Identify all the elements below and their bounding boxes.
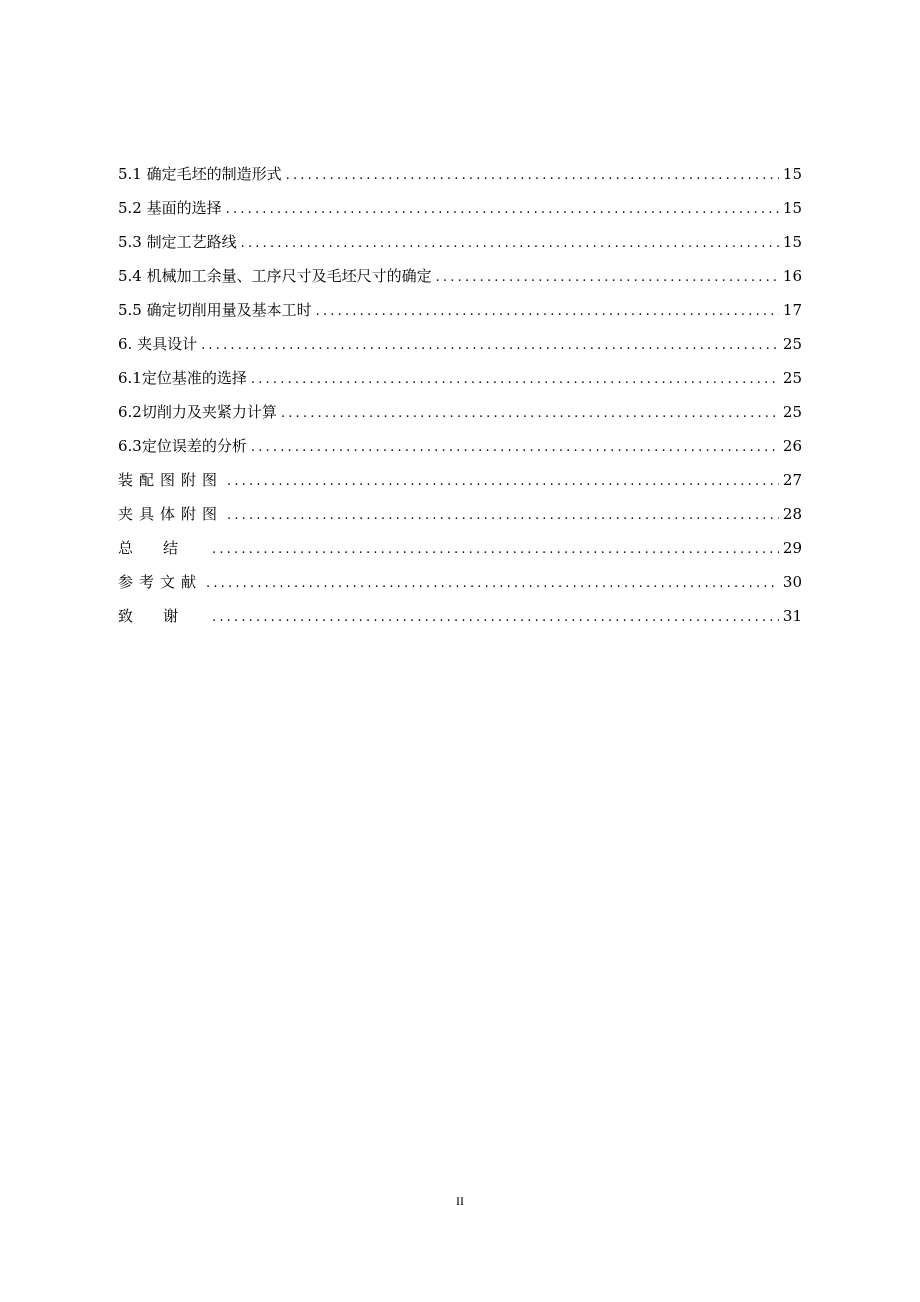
toc-entry-page: 26 <box>782 437 802 455</box>
toc-leader-dots <box>281 402 779 426</box>
toc-entry-fixture-body-drawing[interactable] <box>118 502 802 536</box>
toc-entry-page: 16 <box>782 267 802 285</box>
toc-entry-page: 30 <box>782 573 802 591</box>
toc-entry-page: 25 <box>782 335 802 353</box>
toc-entry-6-3[interactable] <box>118 434 802 468</box>
toc-entry-title: 6.2切削力及夹紧力计算 <box>118 403 277 421</box>
toc-leader-dots <box>251 436 779 460</box>
toc-entry-page: 28 <box>782 505 802 523</box>
toc-entry-5-4[interactable] <box>118 264 802 298</box>
toc-entry-title: 致谢 <box>118 607 209 625</box>
table-of-contents <box>118 162 802 638</box>
toc-entry-title: 6.3定位误差的分析 <box>118 437 247 455</box>
toc-entry-page: 15 <box>782 199 802 217</box>
toc-entry-5-5[interactable] <box>118 298 802 332</box>
toc-entry-title: 装配图附图 <box>118 471 224 489</box>
toc-leader-dots <box>286 164 779 188</box>
toc-leader-dots <box>206 572 779 596</box>
toc-entry-page: 15 <box>782 165 802 183</box>
toc-entry-page: 15 <box>782 233 802 251</box>
toc-entry-title: 5.5 确定切削用量及基本工时 <box>118 301 312 319</box>
toc-leader-dots <box>436 266 779 290</box>
toc-entry-acknowledgements[interactable] <box>118 604 802 638</box>
toc-entry-title: 夹具体附图 <box>118 505 224 523</box>
toc-entry-summary[interactable] <box>118 536 802 570</box>
toc-leader-dots <box>316 300 779 324</box>
toc-entry-page: 29 <box>782 539 802 557</box>
toc-entry-page: 17 <box>782 301 802 319</box>
toc-entry-5-2[interactable] <box>118 196 802 230</box>
toc-leader-dots <box>241 232 779 256</box>
toc-entry-title: 5.4 机械加工余量、工序尺寸及毛坯尺寸的确定 <box>118 267 432 285</box>
toc-entry-title: 5.1 确定毛坯的制造形式 <box>118 165 282 183</box>
toc-leader-dots <box>212 606 779 630</box>
toc-leader-dots <box>227 470 779 494</box>
toc-leader-dots <box>226 198 779 222</box>
toc-entry-title: 5.3 制定工艺路线 <box>118 233 237 251</box>
toc-leader-dots <box>227 504 779 528</box>
toc-leader-dots <box>251 368 779 392</box>
toc-entry-page: 27 <box>782 471 802 489</box>
toc-entry-page: 25 <box>782 403 802 421</box>
toc-leader-dots <box>201 334 779 358</box>
toc-entry-6-1[interactable] <box>118 366 802 400</box>
toc-entry-5-3[interactable] <box>118 230 802 264</box>
toc-entry-page: 25 <box>782 369 802 387</box>
toc-entry-5-1[interactable] <box>118 162 802 196</box>
toc-entry-title: 参考文献 <box>118 573 203 591</box>
toc-entry-6-2[interactable] <box>118 400 802 434</box>
toc-entry-title: 6. 夹具设计 <box>118 335 198 353</box>
toc-entry-page: 31 <box>782 607 802 625</box>
page-number: II <box>456 1194 464 1208</box>
toc-entry-6[interactable] <box>118 332 802 366</box>
toc-entry-title: 5.2 基面的选择 <box>118 199 222 217</box>
toc-leader-dots <box>212 538 779 562</box>
toc-entry-assembly-drawing[interactable] <box>118 468 802 502</box>
toc-entry-references[interactable] <box>118 570 802 604</box>
toc-entry-title: 6.1定位基准的选择 <box>118 369 247 387</box>
toc-entry-title: 总结 <box>118 539 209 557</box>
